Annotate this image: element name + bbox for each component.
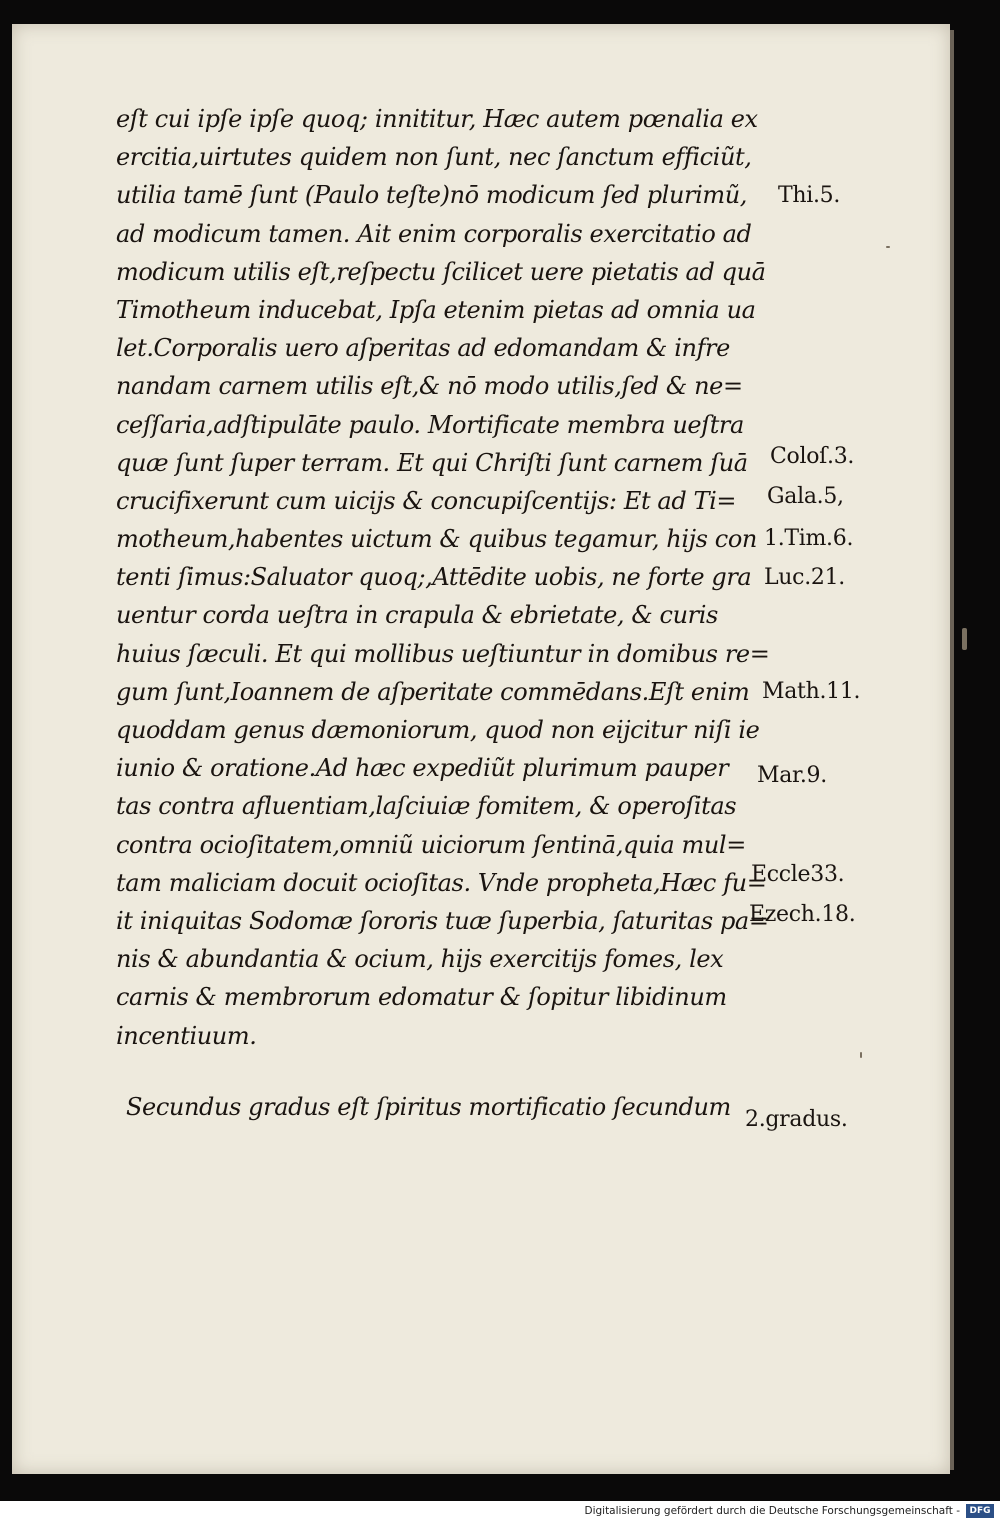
text-line: modicum utilis eſt,reſpectu ſcilicet uere pietatis ad quā xyxy=(116,257,766,286)
text-line: let.Corporalis uero aſperitas ad edomandam & infre xyxy=(116,334,730,363)
page-speck xyxy=(886,246,890,248)
margin-note-math: Math.11. xyxy=(762,679,861,704)
text-line: contra ocioſitatem,omniũ uiciorum ſentinā,quia mul= xyxy=(116,830,746,859)
margin-note-ezech: Ezech.18. xyxy=(749,902,856,927)
page-speck xyxy=(962,628,967,650)
margin-note-gala: Gala.5, xyxy=(767,484,844,509)
margin-note-luc: Luc.21. xyxy=(764,565,845,590)
text-line: ceſſaria,adſtipulāte paulo. Mortificate membra ueſtra xyxy=(116,410,744,439)
text-line: crucifixerunt cum uicijs & concupiſcentijs: Et ad Ti= xyxy=(116,486,737,515)
footer-bar xyxy=(0,1501,1000,1521)
text-line: iunio & oratione.Ad hæc expediũt plurimum pauper xyxy=(116,754,729,783)
text-line: quoddam genus dæmoniorum, quod non eijcitur niſi ie xyxy=(116,716,760,744)
margin-note-mar: Mar.9. xyxy=(757,763,827,788)
text-line: tenti ſimus:Saluator quoq;,Attēdite uobis, ne forte gra xyxy=(116,563,752,592)
text-line: tas contra afluentiam,laſciuiæ fomitem, & operoſitas xyxy=(116,792,737,821)
text-line: motheum,habentes uictum & quibus tegamur, hijs con xyxy=(116,525,757,554)
section-heading-paragraph: Secundus gradus eſt ſpiritus mortificatio ſecundum xyxy=(126,1093,731,1121)
text-line: nandam carnem utilis eſt,& nō modo utilis,ſed & ne= xyxy=(116,372,743,401)
text-line: nis & abundantia & ocium, hijs exercitijs fomes, lex xyxy=(116,945,724,974)
text-line: ercitia,uirtutes quidem non ſunt, nec ſanctum efficiũt, xyxy=(116,143,752,172)
text-line: Timotheum inducebat, Ipſa etenim pietas ad omnia ua xyxy=(116,295,756,324)
margin-note-tim: 1.Tim.6. xyxy=(764,526,854,551)
text-line: utilia tamē ſunt (Paulo teſte)nō modicum ſed plurimũ, xyxy=(116,181,748,210)
text-line: it iniquitas Sodomæ ſororis tuæ ſuperbia, ſaturitas pa= xyxy=(116,906,769,935)
margin-note-gradus: 2.gradus. xyxy=(745,1107,848,1132)
text-line: gum ſunt,Ioannem de aſperitate commēdans.Eſt enim xyxy=(116,677,750,706)
footer-credit: Digitalisierung gefördert durch die Deutsche Forschungsgemeinschaft - xyxy=(584,1505,960,1517)
dfg-logo: DFG xyxy=(966,1504,994,1518)
text-line: tam maliciam docuit ocioſitas. Vnde propheta,Hæc fu= xyxy=(116,868,767,897)
page-edge xyxy=(950,30,954,1470)
margin-note-eccle: Eccle33. xyxy=(751,862,845,887)
text-line: carnis & membrorum edomatur & ſopitur libidinum xyxy=(116,983,727,1012)
page-speck xyxy=(860,1052,862,1058)
text-line: eſt cui ipſe ipſe quoq; innititur, Hæc autem pœnalia ex xyxy=(116,105,758,133)
text-line: quæ ſunt ſuper terram. Et qui Chriſti ſunt carnem ſuā xyxy=(116,448,748,477)
text-line: ad modicum tamen. Ait enim corporalis exercitatio ad xyxy=(116,219,752,248)
text-line: huius ſæculi. Et qui mollibus ueſtiuntur in domibus re= xyxy=(116,639,770,668)
main-text-block xyxy=(116,100,770,1055)
text-line: uentur corda ueſtra in crapula & ebrietate, & curis xyxy=(116,601,718,630)
margin-note-colos: Coloſ.3. xyxy=(770,444,855,469)
text-line: incentiuum. xyxy=(116,1021,257,1050)
margin-note-thi: Thi.5. xyxy=(778,183,841,208)
